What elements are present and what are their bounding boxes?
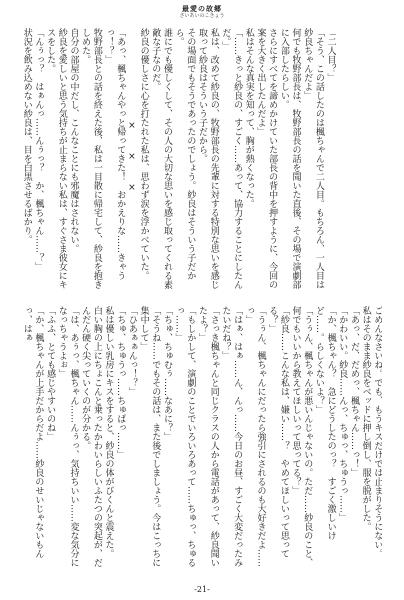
text-line: 「んぅっ？ はぁんっ……んぅっ？ か、楓ちゃん……？」: [33, 28, 44, 271]
text-line: 紗良の優しさに心を打たれた私は、思わず涙を浮かべていた。: [138, 28, 149, 280]
text-line: 状況を飲み込めない紗良は、目を白黒させるばかり。: [21, 28, 32, 244]
text-line: 自分の部屋の中だし、こんなことにも邪魔はされない。: [68, 28, 79, 253]
text-line: 「はぁ、はぁ……ん、んっ……今日のお昼、すごく大変だったみたいだね？」: [220, 306, 243, 567]
upper-text-block: [20, 28, 384, 292]
text-line: 「うぅん、楓ちゃんにだったら強引にされるのも大好きだよ……っ」: [243, 306, 266, 567]
upper-vertical-text: [20, 28, 336, 292]
lower-text-block: [20, 306, 384, 574]
text-line: その場面でもそうであったのでしょう。紗良はそういう子だから。: [173, 28, 196, 280]
text-line: 牧野部長との話を終えた後、私は一目散に帰宅して、紗良を抱きしめた。: [80, 28, 102, 289]
lower-vertical-text: [20, 306, 382, 574]
text-line: 「そうね……でもその話は、また後でしましょう。今はこっちに集中して」: [138, 306, 161, 567]
text-line: 「か、楓ちゃん？ 急にどうしたのっ？ すごく激しいけど……。らしくないよ？」: [313, 306, 336, 540]
text-line: 私は、改めて紗良の、牧野部長の先輩に対する特別な思いを感じ取って紗良はそういう子だから。: [197, 28, 219, 289]
header-title: 最愛の故郷: [182, 5, 222, 13]
text-line: 「もしかして、演劇のことでいろいろあって……ちゅっ、ちゅるっ……」: [173, 306, 196, 567]
text-line: 私はそんな真実を知って、胸が熱くなった。: [243, 28, 254, 208]
text-line: ごめんなさいね。でも、もうキスだけでは止まりそうにない。: [372, 306, 383, 558]
text-line: 「あっ、楓ちゃんやっと帰ってきた！ おかえりな……きゃうっ！？」: [103, 28, 126, 280]
text-line: 私はそのまま紗良をベッドに押し倒し、服を脱がした。: [360, 306, 371, 531]
text-line: 「……きっと紗良の、すごく……あって、協力することにしたんだ。」: [220, 28, 243, 289]
text-line: 「さっき楓ちゃんと同じクラスの人から電話があって、紗良聞いたよ？」: [197, 306, 219, 567]
text-line: 「ちゅ、ちゅうっ……ちゅぱっ……」: [115, 306, 126, 459]
text-line: 誰にでも優しくして、その人の大切な思いを感じ取ってくれる素敵な子なのだ。: [150, 28, 172, 289]
header-subtitle: さいあいのこきょう: [179, 13, 225, 19]
text-line: 「あっ、だ、だめっ、楓ちゃん……っ！」: [348, 306, 359, 477]
text-line: 「ひあぁぁんっ！？」: [126, 306, 137, 396]
text-line: 「かわいい。紗良……んっ、ちゅっ、ちゅうっ……」: [337, 306, 348, 522]
text-line: 「ちゅ、ちゅむぅ……なあに？」: [161, 306, 172, 441]
text-line: 何でも牧野部長は、牧野部長の話を聞いた直後、その場で演劇部に入部したらしい。: [278, 28, 301, 289]
text-line: 「紗良……こんな私は、嫌い……？ やめてほしいって思ってる？」: [267, 306, 289, 558]
text-line: 「二人目？」: [325, 28, 336, 82]
text-line: さらにすべてを諦めかけていた部長の背中を押すように、今回の案を大きく出したんだよ」: [255, 28, 278, 289]
scene-break: × × ×: [126, 121, 137, 199]
text-line: 「そう、この話したのは楓ちゃんで二人目。もちろん、一人目は紗良ちゃんだよ」: [302, 28, 324, 289]
text-line: 「ふふ、とても感じやすいのね」: [45, 306, 56, 441]
text-line: 「は、あぅっ、楓ちゃん……んぅっ、気持ちいい……変な気分になっちゃうよぉ」: [56, 306, 79, 567]
page-number: -21-: [194, 585, 210, 594]
text-line: 「か、楓ちゃんが上手だからだよ……紗良のせいじゃないもんっ、はぁ: [21, 306, 44, 558]
page-header: [0, 5, 404, 19]
text-line: 「うぅん、楓ちゃんが悪いんじゃないの。ただ……紗良のこと、何でもいいから教えてほしいって思ってる？」: [290, 306, 313, 567]
text-line: 紗良を愛しいと思う気持ちが止まらない私は、すぐさま彼女にキスをした。: [45, 28, 67, 289]
text-line: 私は優しい乳房にキスをすると、紗良の体がびくんと震えた。: [103, 306, 114, 558]
text-line: 白い胸の上にちょこんと乗ったかわいらしいふたつの突起が、だんだん硬く尖っていくのが分かる。: [80, 306, 102, 567]
